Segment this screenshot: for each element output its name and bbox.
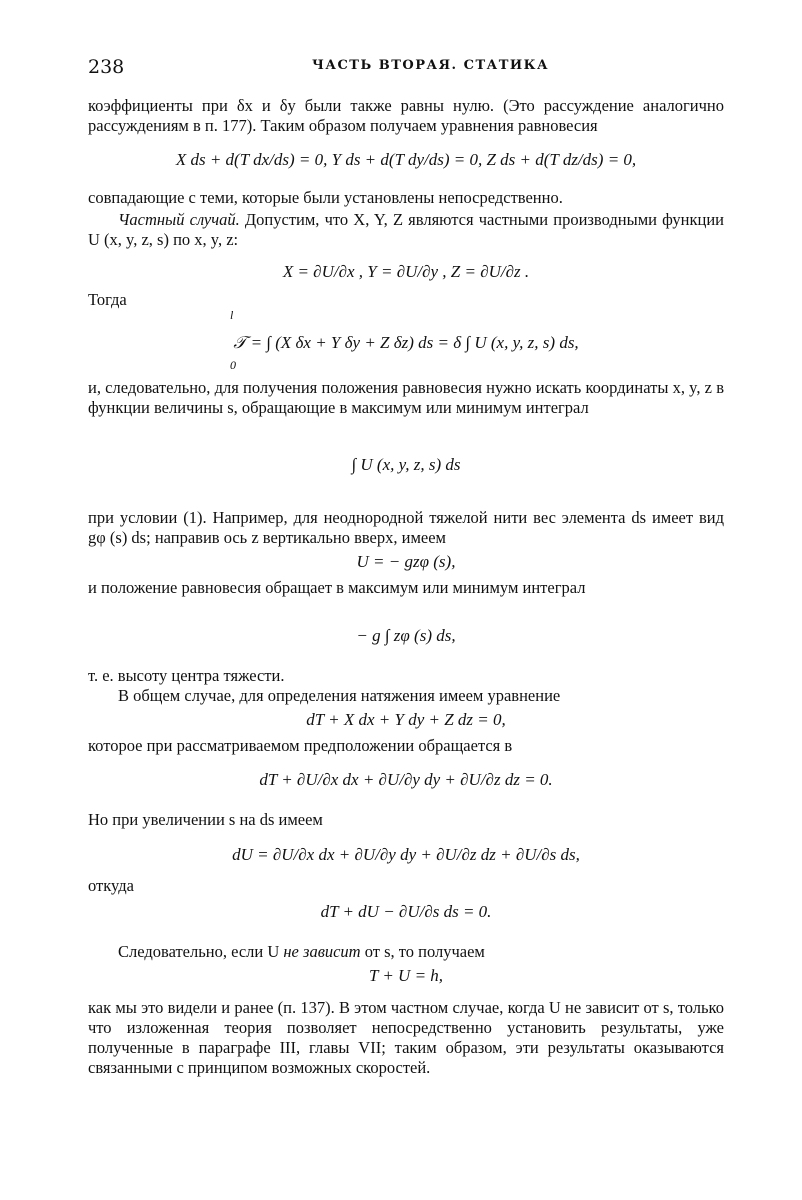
integral-lower-limit: 0: [230, 358, 236, 372]
conclusion-text-a: Следовательно, если U: [118, 942, 284, 961]
paragraph-4: Тогда: [88, 290, 127, 309]
paragraph-6: при условии (1). Например, для неоднородной тяжелой нити вес элемента ds имеет вид gφ (s) ds; направив ось z вертикально вверх, имеем: [88, 508, 724, 547]
special-case-text: Допустим, что X, Y, Z являются частными производными функции U (x, y, z, s) по x, y, z:: [88, 210, 724, 249]
paragraph-5: и, следовательно, для получения положения равновесия нужно искать координаты x, y, z в функции величины s, обращающие в максимум или минимум интеграл: [88, 378, 724, 417]
paragraph-11: Но при увеличении s на ds имеем: [88, 810, 323, 829]
integral-upper-limit: l: [230, 308, 234, 322]
equation-integral: ∫ U (x, y, z, s) ds: [351, 455, 461, 474]
paragraph-7: и положение равновесия обращает в максимум или минимум интеграл: [88, 578, 586, 597]
paragraph-8: т. е. высоту центра тяжести.: [88, 666, 285, 685]
conclusion-emphasis: не зависит: [283, 942, 361, 961]
equation-virtual-work: 𝒯 = ∫ (X δx + Y δy + Z δz) ds = δ ∫ U (x, y, z, s) ds,: [233, 333, 579, 352]
equation-tension: dT + X dx + Y dy + Z dz = 0,: [306, 710, 506, 729]
paragraph-2: совпадающие с теми, которые были установлены непосредственно.: [88, 188, 563, 207]
paragraph-3: [88, 210, 724, 250]
paragraph-10: которое при рассматриваемом предположении обращается в: [88, 736, 513, 755]
paragraph-13: [88, 942, 724, 962]
equation-differential: dU = ∂U/∂x dx + ∂U/∂y dy + ∂U/∂z dz + ∂U/∂s ds,: [232, 845, 580, 864]
equation-equilibrium: X ds + d(T dx/ds) = 0, Y ds + d(T dy/ds) = 0, Z ds + d(T dz/ds) = 0,: [175, 150, 637, 169]
equation-energy-integral: T + U = h,: [368, 966, 444, 985]
running-title: ЧАСТЬ ВТОРАЯ. СТАТИКА: [312, 58, 550, 73]
conclusion-text-b: от s, то получаем: [360, 942, 485, 961]
equation-center-of-gravity: − g ∫ zφ (s) ds,: [356, 626, 456, 645]
equation-partials: X = ∂U/∂x , Y = ∂U/∂y , Z = ∂U/∂z .: [282, 262, 530, 281]
paragraph-9: В общем случае, для определения натяжения имеем уравнение: [118, 686, 561, 705]
equation-potential: U = − gzφ (s),: [356, 552, 456, 571]
paragraph-1: коэффициенты при δx и δy были также равны нулю. (Это рассуждение аналогично рассуждениям в п. 177). Таким образом получаем уравнения равновесия: [88, 96, 724, 135]
page-number: 238: [88, 56, 125, 78]
equation-result: dT + dU − ∂U/∂s ds = 0.: [320, 902, 492, 921]
paragraph-12: откуда: [88, 876, 134, 895]
paragraph-14: как мы это видели и ранее (п. 137). В этом частном случае, когда U не зависит от s, только что изложенная теория позволяет непосредственно установить результаты, уже полученные в параграфе III, главы VII; таким образом, эти результаты оказываются связанными с принципом возможных скоростей.: [88, 998, 724, 1077]
special-case-lead: Частный случай.: [118, 210, 240, 229]
equation-tension-potential: dT + ∂U/∂x dx + ∂U/∂y dy + ∂U/∂z dz = 0.: [259, 770, 553, 789]
